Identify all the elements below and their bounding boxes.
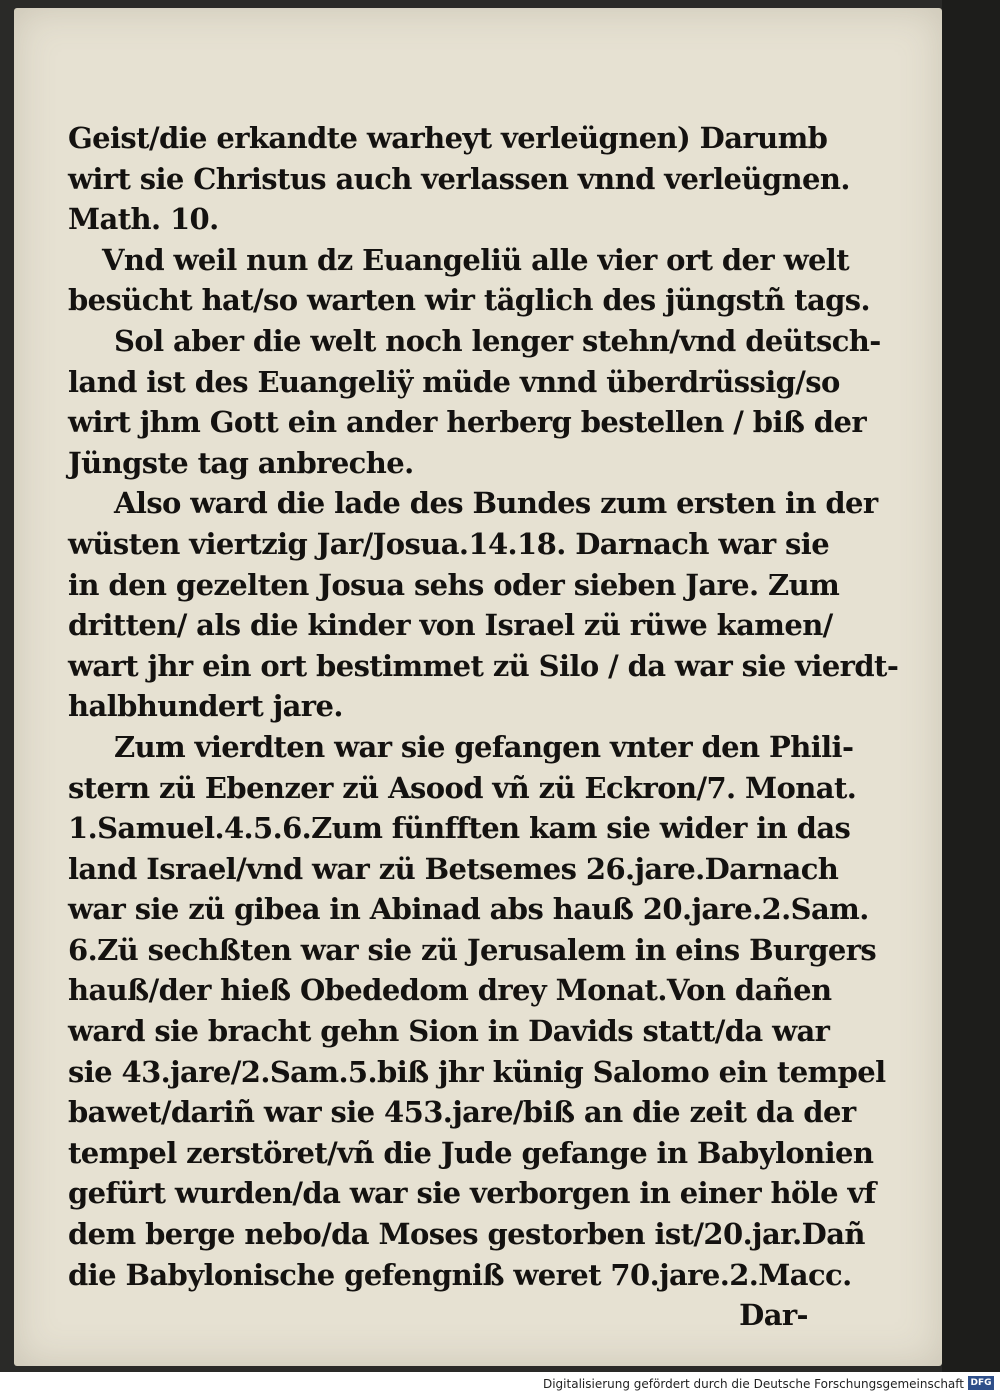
text-line: Geist/die erkandte warheyt verleügnen) Darumb xyxy=(68,121,828,155)
text-line: hauß/der hieß Obededom drey Monat.Von dañen xyxy=(68,973,832,1008)
text-line: wirt jhm Gott ein ander herberg bestellen / biß der xyxy=(68,405,867,440)
scan-edge xyxy=(942,0,1000,1372)
catchword: Dar- xyxy=(739,1298,808,1333)
page-text xyxy=(68,118,899,1336)
text-line: Sol aber die welt noch lenger stehn/vnd deütsch- xyxy=(114,323,881,358)
footer-bar xyxy=(0,1372,1000,1395)
text-line: 1.Samuel.4.5.6.Zum fünfften kam sie wider in das xyxy=(68,811,851,846)
text-line: war sie zü gibea in Abinad abs hauß 20.jare.2.Sam. xyxy=(68,892,869,927)
text-line: in den gezelten Josua sehs oder sieben Jare. Zum xyxy=(68,567,840,602)
text-line: stern zü Ebenzer zü Asood vñ zü Eckron/7. Monat. xyxy=(68,770,857,805)
text-line: dem berge nebo/da Moses gestorben ist/20.jar.Dañ xyxy=(68,1217,865,1252)
dfg-logo: DFG xyxy=(968,1376,994,1390)
text-line: Also ward die lade des Bundes zum ersten in der xyxy=(114,486,878,521)
text-line: wart jhr ein ort bestimmet zü Silo / da war sie vierdt- xyxy=(68,648,899,683)
text-line: halbhundert jare. xyxy=(68,689,343,724)
text-line: Zum vierdten war sie gefangen vnter den Phili- xyxy=(114,729,854,764)
text-line: land Israel/vnd war zü Betsemes 26.jare.Darnach xyxy=(68,851,839,886)
text-line: dritten/ als die kinder von Israel zü rüwe kamen/ xyxy=(68,608,833,643)
text-line: land ist des Euangeliÿ müde vnnd überdrüssig/so xyxy=(68,364,840,399)
text-line: tempel zerstöret/vñ die Jude gefange in Babylonien xyxy=(68,1135,874,1170)
text-line: sie 43.jare/2.Sam.5.biß jhr künig Salomo ein tempel xyxy=(68,1054,886,1089)
text-line: besücht hat/so warten wir täglich des jüngstñ tags. xyxy=(68,283,871,318)
text-line: wüsten viertzig Jar/Josua.14.18. Darnach war sie xyxy=(68,526,830,561)
text-line: Jüngste tag anbreche. xyxy=(68,445,414,480)
text-line: Math. 10. xyxy=(68,202,219,237)
text-line: 6.Zü sechßten war sie zü Jerusalem in eins Burgers xyxy=(68,932,877,967)
text-line: ward sie bracht gehn Sion in Davids statt/da war xyxy=(68,1014,830,1049)
text-line: Vnd weil nun dz Euangeliü alle vier ort der welt xyxy=(102,242,850,277)
text-line: gefürt wurden/da war sie verborgen in einer höle vf xyxy=(68,1176,876,1211)
text-line: die Babylonische gefengniß weret 70.jare.2.Macc. xyxy=(68,1257,852,1292)
text-line: bawet/dariñ war sie 453.jare/biß an die zeit da der xyxy=(68,1095,856,1130)
funding-note: Digitalisierung gefördert durch die Deutsche Forschungsgemeinschaft xyxy=(542,1377,964,1391)
text-line: wirt sie Christus auch verlassen vnnd verleügnen. xyxy=(68,161,850,196)
